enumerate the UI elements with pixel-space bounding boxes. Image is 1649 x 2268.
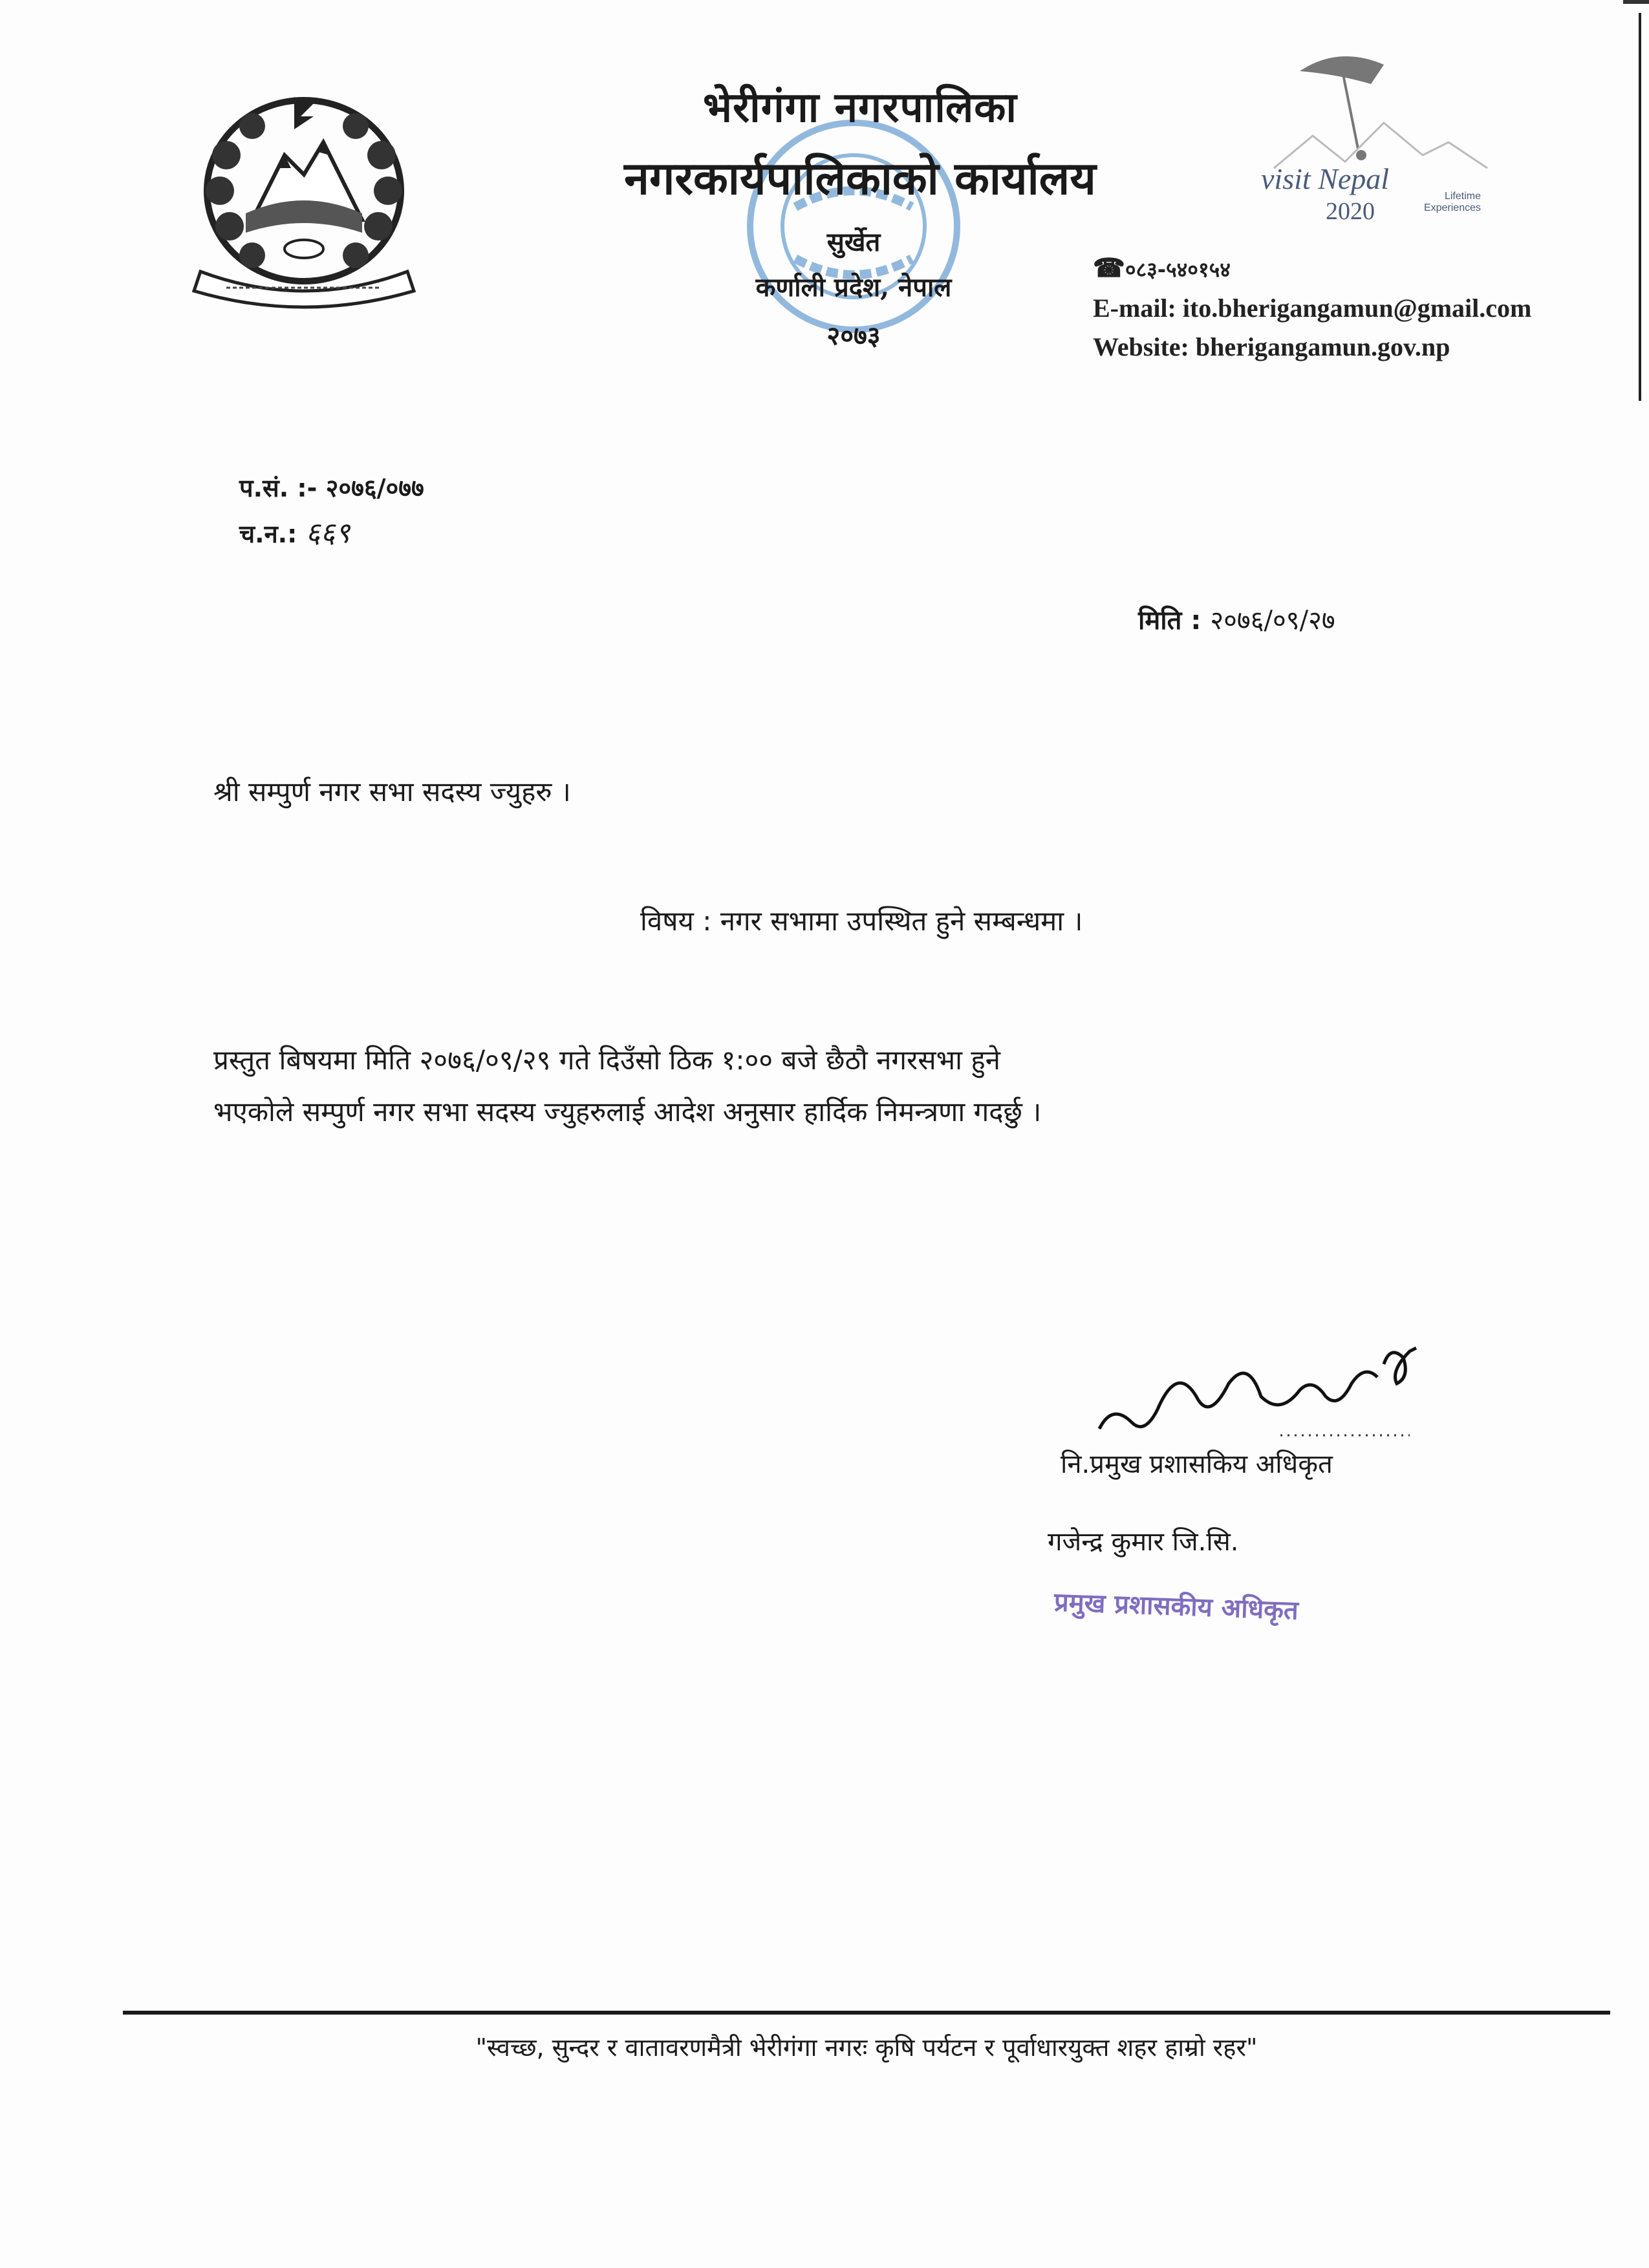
website-label: Website: — [1093, 332, 1189, 361]
nepal-emblem-icon — [175, 78, 433, 317]
letter-date — [1138, 601, 1335, 637]
footer-divider — [123, 2011, 1610, 2015]
contact-block — [1093, 249, 1531, 367]
cn-label: च.न.: — [239, 520, 297, 548]
visit-nepal-year: 2020 — [1326, 198, 1375, 225]
phone-number: ०८३-५४०१५४ — [1125, 257, 1231, 282]
phone-icon: ☎ — [1093, 253, 1125, 283]
cn-value: ६६९ — [305, 517, 350, 550]
email-address[interactable]: ito.bherigangamun@gmail.com — [1182, 294, 1532, 323]
date-label: मिति : — [1138, 606, 1202, 636]
website-url[interactable]: bherigangamun.gov.np — [1195, 332, 1450, 361]
scan-edge-top — [1623, 0, 1649, 4]
cn-line — [239, 511, 424, 557]
ps-line — [239, 465, 424, 511]
office-place: सुर्खेत — [826, 227, 881, 257]
scan-edge — [1639, 13, 1641, 401]
phone-line — [1093, 249, 1531, 289]
letter-body — [213, 1034, 1442, 1138]
reference-block — [239, 465, 424, 557]
ps-value: २०७६/०७७ — [325, 474, 424, 502]
signatory-name: गजेन्द्र कुमार जि.सि. — [1048, 1527, 1239, 1557]
email-label: E-mail: — [1093, 294, 1176, 323]
date-value: २०७६/०९/२७ — [1210, 606, 1335, 636]
office-name: नगरकार्यपालिकाको कार्यालय — [624, 151, 1096, 205]
visit-nepal-text: visit Nepal — [1261, 162, 1390, 195]
website-line — [1093, 328, 1531, 367]
signatory-stamp: प्रमुख प्रशासकीय अधिकृत — [1053, 1587, 1299, 1626]
signatory-title: नि.प्रमुख प्रशासकिय अधिकृत — [1061, 1450, 1333, 1479]
visit-nepal-tagline: Lifetime Experiences — [1423, 191, 1481, 213]
footer-motto: "स्वच्छ, सुन्दर र वातावरणमैत्री भेरीगंगा नगरः कृषि पर्यटन र पूर्वाधारयुक्त शहर हाम्रो रहर" — [475, 2033, 1258, 2062]
body-line-2: भएकोले सम्पुर्ण नगर सभा सदस्य ज्युहरुलाई आदेश अनुसार हार्दिक निमन्त्रणा गदर्छु । — [213, 1096, 1042, 1128]
organization-name: भेरीगंगा नगरपालिका — [702, 83, 1018, 132]
handwritten-signature — [1086, 1338, 1449, 1448]
office-province: कर्णाली प्रदेश, नेपाल — [755, 272, 952, 303]
ps-label: प.सं. :- — [239, 474, 318, 502]
body-line-1: प्रस्तुत बिषयमा मिति २०७६/०९/२९ गते दिउँसो ठिक १:०० बजे छैठौ नगरसभा हुने — [213, 1044, 1000, 1076]
subject-line: विषय : नगर सभामा उपस्थित हुने सम्बन्धमा । — [640, 905, 1083, 937]
established-year: २०७३ — [826, 321, 881, 351]
addressee: श्री सम्पुर्ण नगर सभा सदस्य ज्युहरु । — [213, 776, 571, 808]
email-line — [1093, 289, 1531, 328]
